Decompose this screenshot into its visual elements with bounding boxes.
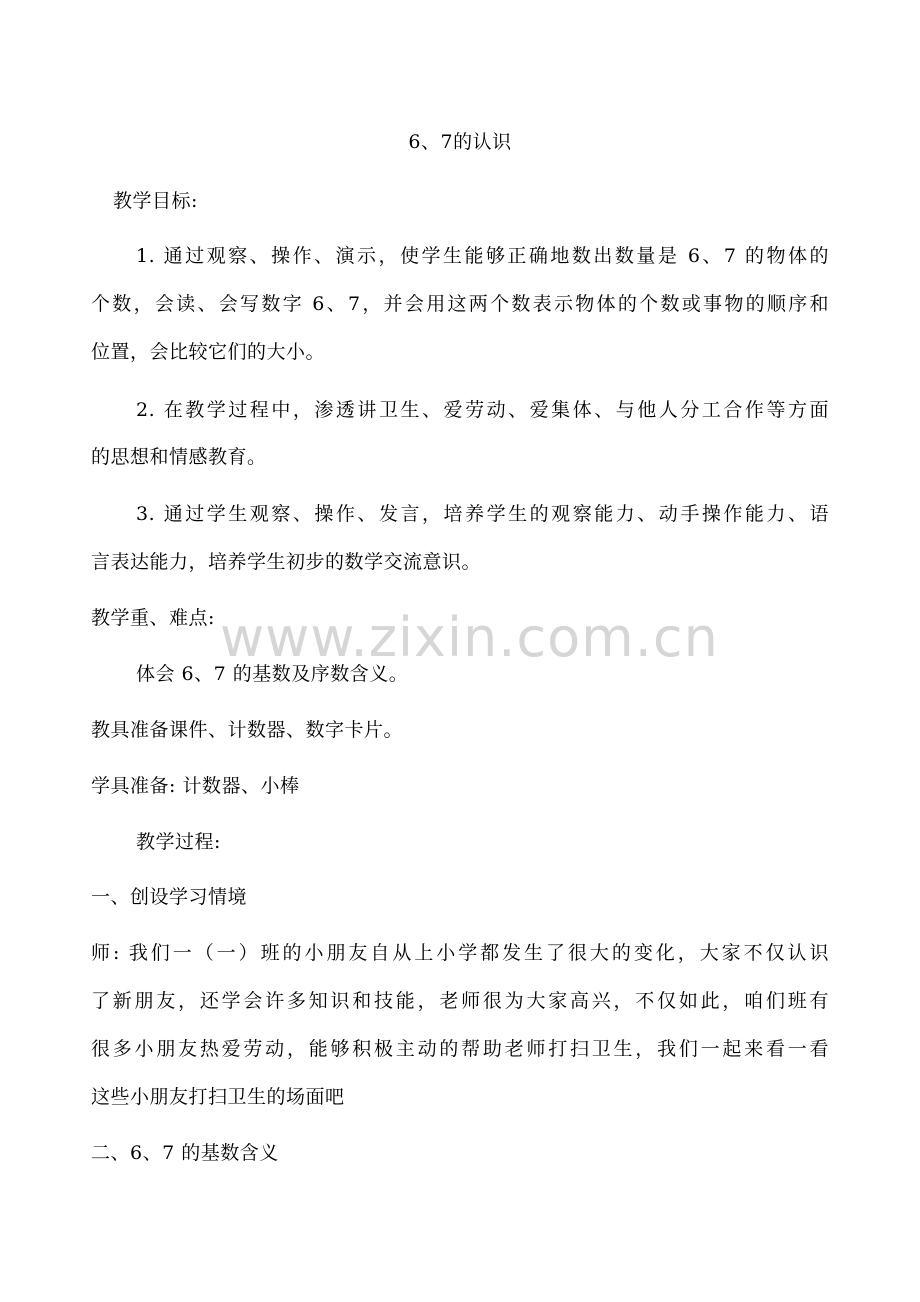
objective-2-line-2: 的思想和情感教育。 xyxy=(91,446,267,468)
objective-1-line-3: 位置，会比较它们的大小。 xyxy=(91,341,326,363)
objective-2-line-1: 2. 在教学过程中，渗透讲卫生、爱劳动、爱集体、与他人分工合作等方面 xyxy=(136,399,829,421)
watermark: www.zixin.com.cn xyxy=(220,606,719,669)
student-materials: 学具准备: 计数器、小棒 xyxy=(91,775,300,797)
process-heading: 教学过程: xyxy=(136,831,221,853)
objective-3-line-1: 3. 通过学生观察、操作、发言，培养学生的观察能力、动手操作能力、语 xyxy=(136,503,829,525)
teacher-speech-line-2: 了新朋友，还学会许多知识和技能，老师很为大家高兴，不仅如此，咱们班有 xyxy=(91,990,829,1012)
teacher-speech-line-1: 师: 我们一（一）班的小朋友自从上小学都发生了很大的变化，大家不仅认识 xyxy=(91,942,829,964)
keypoints-heading: 教学重、难点: xyxy=(91,607,215,629)
objective-3-line-2: 言表达能力，培养学生初步的数学交流意识。 xyxy=(91,551,482,573)
objective-1-line-1: 1. 通过观察、操作、演示，使学生能够正确地数出数量是 6、7 的物体的 xyxy=(136,245,829,267)
teacher-speech-line-4: 这些小朋友打扫卫生的场面吧 xyxy=(91,1086,345,1108)
teacher-materials: 教具准备课件、计数器、数字卡片。 xyxy=(91,719,404,741)
section-2-heading: 二、6、7 的基数含义 xyxy=(91,1142,279,1164)
objective-1-line-2: 个数，会读、会写数字 6、7，并会用这两个数表示物体的个数或事物的顺序和 xyxy=(91,293,829,315)
keypoints-text: 体会 6、7 的基数及序数含义。 xyxy=(136,663,409,685)
document-title: 6、7的认识 xyxy=(408,131,512,153)
objectives-heading: 教学目标: xyxy=(113,190,198,212)
teacher-speech-line-3: 很多小朋友热爱劳动，能够积极主动的帮助老师打扫卫生，我们一起来看一看 xyxy=(91,1038,829,1060)
section-1-heading: 一、创设学习情境 xyxy=(91,886,248,908)
